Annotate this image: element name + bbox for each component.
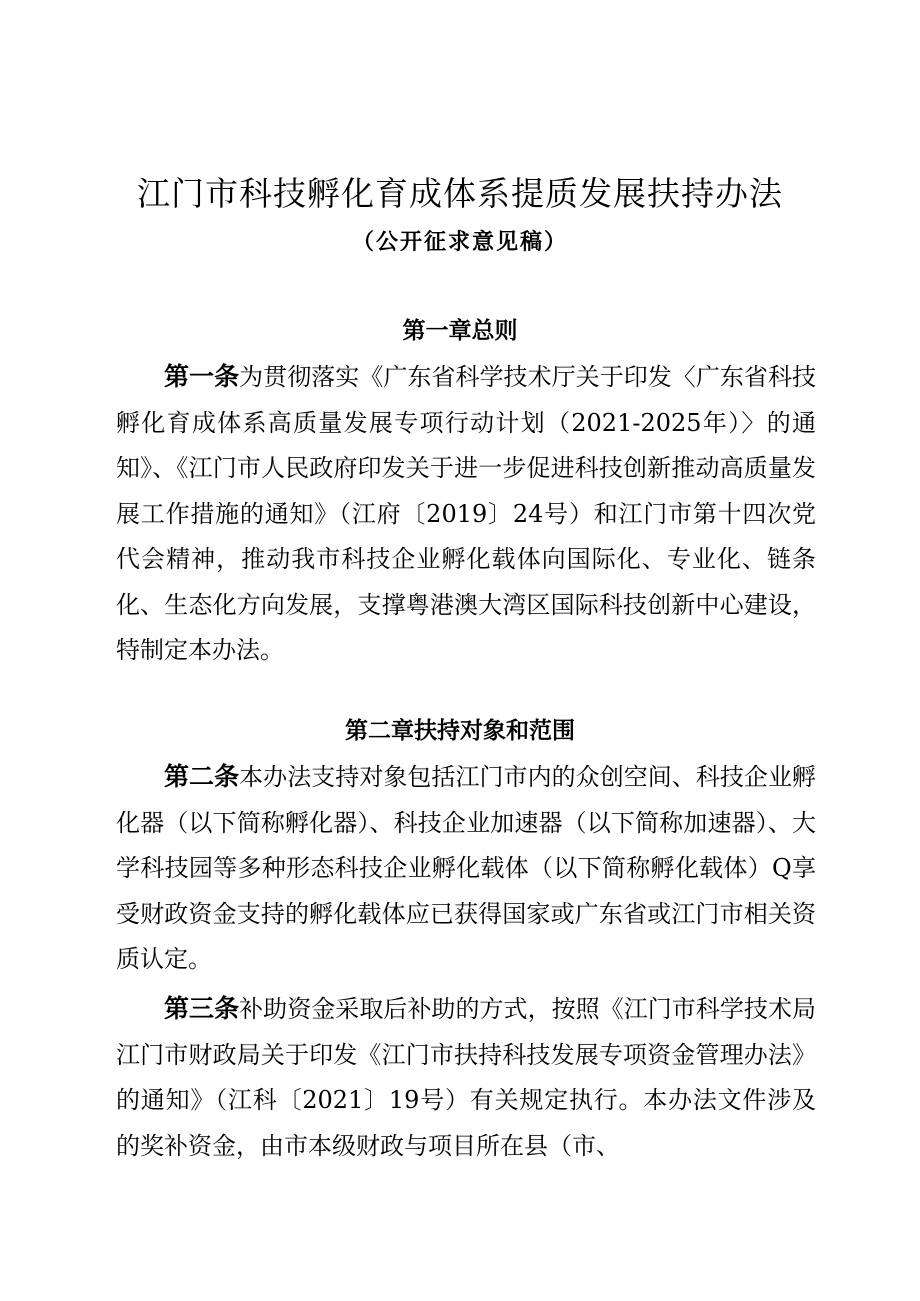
article-number: 第一条 (164, 362, 240, 391)
chapter-heading: 第一章总则 (402, 317, 518, 344)
article-text: 本办法支持对象包括江门市内的众创空间、科技企业孵化器（以下简称孵化器）、科技企业加速器（以下简称加速器）、大学科技园等多种形态科技企业孵化载体（以下简称孵化载体）Q享受财政资金支持的孵化载体应已获得国家或广东省或江门市相关资质认定。 (116, 763, 816, 973)
article-number: 第三条 (164, 994, 240, 1023)
document-title: 江门市科技孵化育成体系提质发展扶持办法 (137, 174, 783, 213)
chapter-heading: 第二章扶持对象和范围 (345, 717, 575, 744)
article-text: 补助资金采取后补助的方式，按照《江门市科学技术局江门市财政局关于印发《江门市扶持科技发展专项资金管理办法》的通知》（江科〔2021〕19号）有关规定执行。本办法文件涉及的奖补资金，由市本级财政与项目所在县（市、 (116, 995, 816, 1160)
article-number: 第二条 (164, 762, 240, 791)
article-paragraph (116, 754, 816, 983)
article-text: 为贯彻落实《广东省科学技术厅关于印发〈广东省科技孵化育成体系高质量发展专项行动计划（2021-2025年）〉的通知》、《江门市人民政府印发关于进一步促进科技创新推动高质量发展工作措施的通知》（江府〔2019〕24号）和江门市第十四次党代会精神，推动我市科技企业孵化载体向国际化、专业化、链条化、生态化方向发展，支撑粤港澳大湾区国际科技创新中心建设，特制定本办法。 (116, 363, 816, 664)
article-paragraph (116, 354, 816, 674)
document-subtitle: （公开征求意见稿） (351, 229, 568, 255)
article-paragraph (116, 986, 816, 1169)
